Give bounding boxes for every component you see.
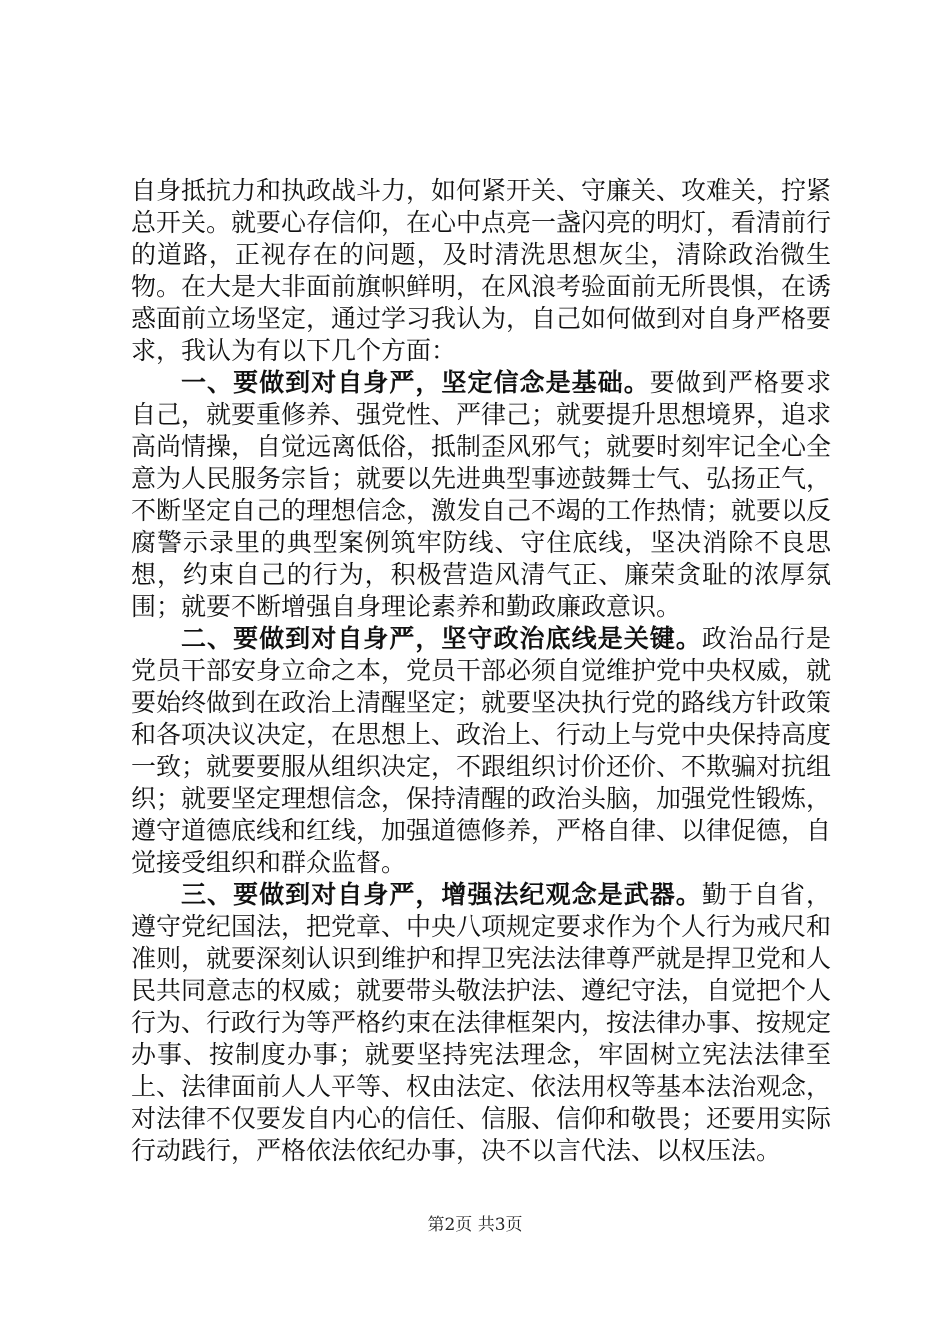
document-body: [131, 175, 831, 1167]
paragraph-text: 政治品行是党员干部安身立命之本，党员干部必须自觉维护党中央权威，就要始终做到在政治上清醒坚定；就要坚决执行党的路线方针政策和各项决议决定，在思想上、政治上、行动上与党中央保持高度一致；就要要服从组织决定，不跟组织讨价还价、不欺骗对抗组织；就要坚定理想信念，保持清醒的政治头脑，加强党性锻炼，遵守道德底线和红线，加强道德修养，严格自律、以律促德，自觉接受组织和群众监督。: [131, 624, 832, 877]
paragraph-text: 要做到严格要求自己，就要重修养、强党性、严律己；就要提升思想境界，追求高尚情操，自觉远离低俗，抵制歪风邪气；就要时刻牢记全心全意为人民服务宗旨；就要以先进典型事迹鼓舞士气、弘扬正气，不断坚定自己的理想信念，激发自己不竭的工作热情；就要以反腐警示录里的典型案例筑牢防线、守住底线，坚决消除不良思想，约束自己的行为，积极营造风清气正、廉荣贪耻的浓厚氛围；就要不断增强自身理论素养和勤政廉政意识。: [131, 368, 832, 621]
section-heading: 二、要做到对自身严，坚守政治底线是关键。: [181, 624, 702, 653]
paragraph-section-three: [131, 879, 831, 1167]
section-heading: 三、要做到对自身严，增强法纪观念是武器。: [181, 880, 702, 909]
page-number-footer: 第2页 共3页: [427, 1215, 523, 1235]
paragraph-section-one: [131, 367, 831, 623]
paragraph-intro: [131, 175, 831, 367]
paragraph-text: 勤于自省，遵守党纪国法，把党章、中央八项规定要求作为个人行为戒尺和准则，就要深刻认识到维护和捍卫宪法法律尊严就是捍卫党和人民共同意志的权威；就要带头敬法护法、遵纪守法，自觉把个人行为、行政行为等严格约束在法律框架内，按法律办事、按规定办事、按制度办事；就要坚持宪法理念，牢固树立宪法法律至上、法律面前人人平等、权由法定、依法用权等基本法治观念，对法律不仅要发自内心的信任、信服、信仰和敬畏；还要用实际行动践行，严格依法依纪办事，决不以言代法、以权压法。: [131, 880, 832, 1165]
section-heading: 一、要做到对自身严，坚定信念是基础。: [181, 368, 650, 397]
paragraph-section-two: [131, 623, 831, 879]
paragraph-text: 自身抵抗力和执政战斗力，如何紧开关、守廉关、攻难关，拧紧总开关。就要心存信仰，在心中点亮一盏闪亮的明灯，看清前行的道路，正视存在的问题，及时清洗思想灰尘，清除政治微生物。在大是大非面前旗帜鲜明，在风浪考验面前无所畏惧，在诱惑面前立场坚定，通过学习我认为，自己如何做到对自身严格要求，我认为有以下几个方面：: [131, 176, 832, 365]
